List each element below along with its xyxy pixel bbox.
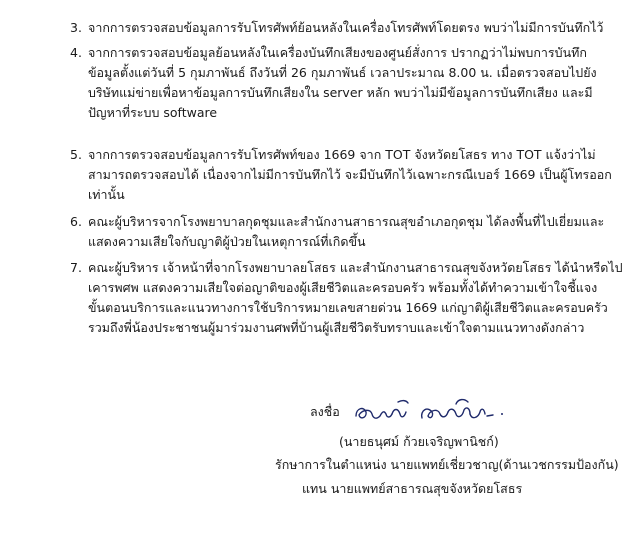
list-item-5 [70,145,612,205]
item-number: 3. [70,20,82,35]
signatory-name: (นายธนุศม์ ก้วยเจริญพานิชก์) [339,434,499,449]
sign-label: ลงชื่อ [310,404,340,419]
item-number: 5. [70,147,82,162]
item-text-line: จากการตรวจสอบข้อมูลการรับโทรศัพท์ย้อนหลังในเครื่องโทรศัพท์โดยตรง พบว่าไม่มีการบันทึกไว้ [88,20,604,35]
item-text-line: ขั้นตอนบริการและแนวทางการใช้บริการหมายเลขสายด่วน 1669 แก่ญาติผู้เสียชีวิตและครอบครัว [88,300,608,315]
item-text-line: เท่านั้น [88,187,125,202]
item-text-line: ปัญหาที่ระบบ software [88,105,218,120]
item-text-line: จากการตรวจสอบข้อมูลการรับโทรศัพท์ของ 1669 จาก TOT จังหวัดยโสธร ทาง TOT แจ้งว่าไม่ [88,147,596,162]
item-number: 4. [70,45,82,60]
list-item-6 [70,212,608,252]
item-text-line: บริษัทแม่ข่ายเพื่อหาข้อมูลการบันทึกเสียงใน server หลัก พบว่าไม่มีข้อมูลการบันทึกเสียง และมี [88,85,593,100]
item-text-line: รวมถึงพี่น้องประชาชนผู้มาร่วมงานศพที่บ้านผู้เสียชีวิตรับทราบและเข้าใจตามแนวทางดังกล่าว [88,320,585,335]
item-text-line: เคารพศพ แสดงความเสียใจต่อญาติของผู้เสียชีวิตและครอบครัว พร้อมทั้งได้ทำความเข้าใจชี้แจง [88,280,598,295]
item-text-line: คณะผู้บริหาร เจ้าหน้าที่จากโรงพยาบาลยโสธร และสำนักงานสาธารณสุขจังหวัดยโสธร ได้นำหรีดไป [88,260,623,275]
list-item-3 [70,18,608,38]
item-number: 7. [70,260,82,275]
item-text-line: คณะผู้บริหารจากโรงพยาบาลกุดชุมและสำนักงานสาธารณสุขอำเภอกุดชุม ได้ลงพื้นที่ไปเยี่ยมและ [88,214,605,229]
item-text-line: ข้อมูลตั้งแต่วันที่ 5 กุมภาพันธ์ ถึงวันที่ 26 กุมภาพันธ์ เวลาประมาณ 8.00 น. เมื่อตรวจสอบไปยัง [88,65,597,80]
signatory-position: รักษาการในตำแหน่ง นายแพทย์เชี่ยวชาญ(ด้านเวชกรรมป้องกัน) [275,457,619,472]
item-text-line: สามารถตรวจสอบได้ เนื่องจากไม่มีการบันทึกไว้ จะมีบันทึกไว้เฉพาะกรณีเบอร์ 1669 เป็นผู้โทรออก [88,167,612,182]
list-item-7 [70,258,623,338]
list-item-4 [70,43,608,123]
signatory-acting-for: แทน นายแพทย์สาธารณสุขจังหวัดยโสธร [302,481,523,496]
handwritten-signature [352,396,512,430]
item-text-line: แสดงความเสียใจกับญาติผู้ป่วยในเหตุการณ์ที่เกิดขึ้น [88,234,366,249]
item-number: 6. [70,214,82,229]
item-text-line: จากการตรวจสอบข้อมูลย้อนหลังในเครื่องบันทึกเสียงของศูนย์สั่งการ ปรากฏว่าไม่พบการบันทึก [88,45,587,60]
